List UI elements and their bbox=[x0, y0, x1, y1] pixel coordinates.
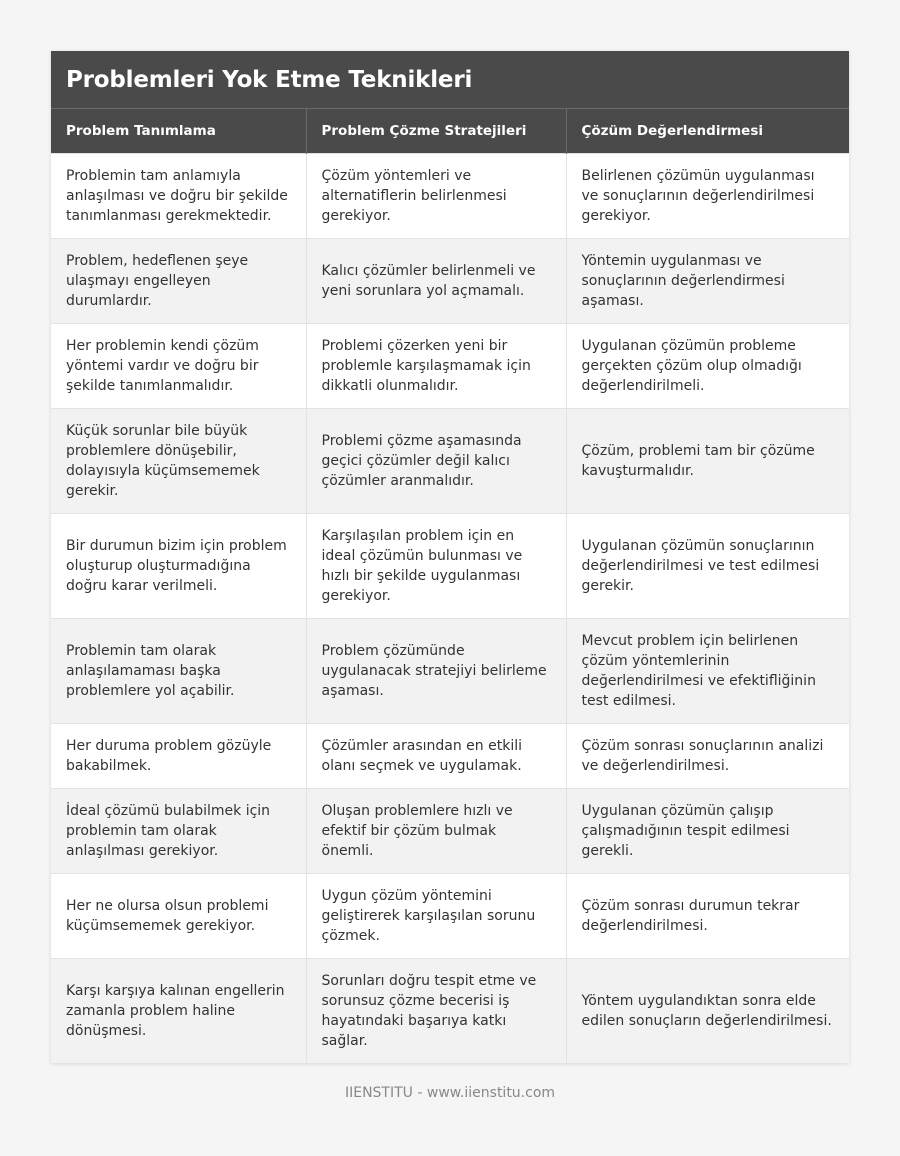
table-cell: Problem çözümünde uygulanacak stratejiyi belirleme aşaması. bbox=[306, 618, 566, 723]
table-cell: Çözümler arasından en etkili olanı seçmek ve uygulamak. bbox=[306, 723, 566, 788]
table-cell: Her ne olursa olsun problemi küçümsememek gerekiyor. bbox=[51, 873, 306, 958]
table-cell: Problemi çözerken yeni bir problemle karşılaşmamak için dikkatli olunmalıdır. bbox=[306, 323, 566, 408]
table-cell: Problemin tam olarak anlaşılamaması başka problemlere yol açabilir. bbox=[51, 618, 306, 723]
table-row bbox=[51, 723, 849, 788]
table-cell: Oluşan problemlere hızlı ve efektif bir çözüm bulmak önemli. bbox=[306, 788, 566, 873]
table-cell: Uygulanan çözümün sonuçlarının değerlendirilmesi ve test edilmesi gerekir. bbox=[566, 513, 849, 618]
table-cell: Belirlenen çözümün uygulanması ve sonuçlarının değerlendirilmesi gerekiyor. bbox=[566, 153, 849, 238]
table-cell: İdeal çözümü bulabilmek için problemin tam olarak anlaşılması gerekiyor. bbox=[51, 788, 306, 873]
table-cell: Uygulanan çözümün probleme gerçekten çözüm olup olmadığı değerlendirilmeli. bbox=[566, 323, 849, 408]
table-card bbox=[51, 51, 849, 1063]
table-row bbox=[51, 618, 849, 723]
table-cell: Uygulanan çözümün çalışıp çalışmadığının tespit edilmesi gerekli. bbox=[566, 788, 849, 873]
table-cell: Karşı karşıya kalınan engellerin zamanla problem haline dönüşmesi. bbox=[51, 958, 306, 1063]
table-cell: Yöntemin uygulanması ve sonuçlarının değerlendirmesi aşaması. bbox=[566, 238, 849, 323]
table-cell: Her duruma problem gözüyle bakabilmek. bbox=[51, 723, 306, 788]
table-cell: Yöntem uygulandıktan sonra elde edilen sonuçların değerlendirilmesi. bbox=[566, 958, 849, 1063]
table-row bbox=[51, 323, 849, 408]
table-cell: Çözüm sonrası sonuçlarının analizi ve değerlendirilmesi. bbox=[566, 723, 849, 788]
table-cell: Problem, hedeflenen şeye ulaşmayı engelleyen durumlardır. bbox=[51, 238, 306, 323]
table-row bbox=[51, 788, 849, 873]
table-cell: Sorunları doğru tespit etme ve sorunsuz çözme becerisi iş hayatındaki başarıya katkı sağlar. bbox=[306, 958, 566, 1063]
table-row bbox=[51, 873, 849, 958]
column-header-solution-strategies: Problem Çözme Stratejileri bbox=[306, 109, 566, 153]
table-cell: Çözüm, problemi tam bir çözüme kavuşturmalıdır. bbox=[566, 408, 849, 513]
title-bar bbox=[51, 51, 849, 109]
table-cell: Problemin tam anlamıyla anlaşılması ve doğru bir şekilde tanımlanması gerekmektedir. bbox=[51, 153, 306, 238]
column-header-solution-evaluation: Çözüm Değerlendirmesi bbox=[566, 109, 849, 153]
table-cell: Karşılaşılan problem için en ideal çözümün bulunması ve hızlı bir şekilde uygulanması gerekiyor. bbox=[306, 513, 566, 618]
table-cell: Kalıcı çözümler belirlenmeli ve yeni sorunlara yol açmamalı. bbox=[306, 238, 566, 323]
table-cell: Çözüm sonrası durumun tekrar değerlendirilmesi. bbox=[566, 873, 849, 958]
techniques-table bbox=[51, 109, 849, 1063]
table-header-row bbox=[51, 109, 849, 153]
table-cell: Uygun çözüm yöntemini geliştirerek karşılaşılan sorunu çözmek. bbox=[306, 873, 566, 958]
page-title: Problemleri Yok Etme Teknikleri bbox=[66, 66, 473, 93]
table-cell: Mevcut problem için belirlenen çözüm yöntemlerinin değerlendirilmesi ve efektifliğinin test edilmesi. bbox=[566, 618, 849, 723]
table-row bbox=[51, 153, 849, 238]
column-header-problem-definition: Problem Tanımlama bbox=[51, 109, 306, 153]
table-cell: Her problemin kendi çözüm yöntemi vardır ve doğru bir şekilde tanımlanmalıdır. bbox=[51, 323, 306, 408]
table-cell: Çözüm yöntemleri ve alternatiflerin belirlenmesi gerekiyor. bbox=[306, 153, 566, 238]
table-row bbox=[51, 958, 849, 1063]
table-cell: Bir durumun bizim için problem oluşturup oluşturmadığına doğru karar verilmeli. bbox=[51, 513, 306, 618]
table-row bbox=[51, 238, 849, 323]
footer-credit: IIENSTITU - www.iienstitu.com bbox=[344, 1085, 556, 1101]
table-row bbox=[51, 513, 849, 618]
table-cell: Problemi çözme aşamasında geçici çözümler değil kalıcı çözümler aranmalıdır. bbox=[306, 408, 566, 513]
table-cell: Küçük sorunlar bile büyük problemlere dönüşebilir, dolayısıyla küçümsememek gerekir. bbox=[51, 408, 306, 513]
table-row bbox=[51, 408, 849, 513]
